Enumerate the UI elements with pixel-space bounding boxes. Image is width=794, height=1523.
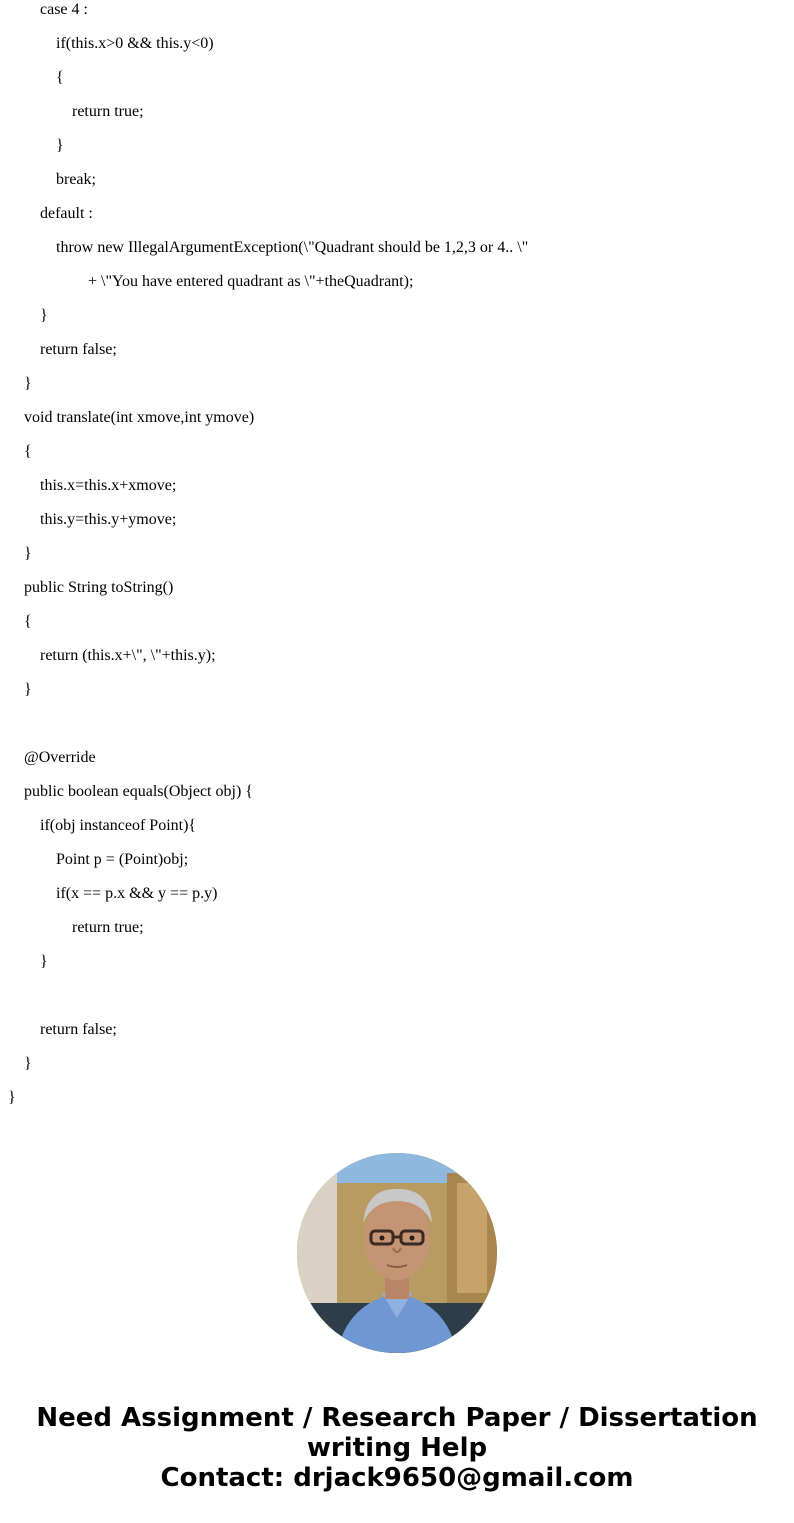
code-line: } <box>24 681 32 698</box>
code-line: return true; <box>72 919 144 936</box>
code-line: { <box>24 443 32 460</box>
code-line: if(x == p.x && y == p.y) <box>56 885 218 902</box>
code-line: default : <box>40 205 93 222</box>
code-line: return (this.x+\", \"+this.y); <box>40 647 216 664</box>
code-line: @Override <box>24 749 96 766</box>
contact-line-help: Need Assignment / Research Paper / Dissertation <box>36 1403 758 1433</box>
code-line: return true; <box>72 103 144 120</box>
code-line: if(this.x>0 && this.y<0) <box>56 35 214 52</box>
code-line: break; <box>56 171 96 188</box>
code-line: if(obj instanceof Point){ <box>40 817 197 834</box>
code-line: } <box>24 375 32 392</box>
code-line: public String toString() <box>24 579 174 596</box>
contact-banner <box>0 1403 794 1493</box>
contact-line-writing: writing Help <box>306 1433 488 1463</box>
code-line: + \"You have entered quadrant as \"+theQuadrant); <box>88 273 414 290</box>
code-line: throw new IllegalArgumentException(\"Quadrant should be 1,2,3 or 4.. \" <box>56 239 529 256</box>
code-line: } <box>40 953 48 970</box>
contact-line-email: Contact: drjack9650@gmail.com <box>160 1463 634 1493</box>
author-photo <box>297 1153 497 1353</box>
code-line: { <box>56 69 64 86</box>
code-line: case 4 : <box>40 1 88 18</box>
code-line: } <box>40 307 48 324</box>
code-line: { <box>24 613 32 630</box>
person-portrait-icon <box>297 1153 497 1353</box>
code-line: this.y=this.y+ymove; <box>40 511 177 528</box>
code-line: return false; <box>40 341 117 358</box>
code-line: } <box>24 1055 32 1072</box>
code-line: Point p = (Point)obj; <box>56 851 189 868</box>
code-line: this.x=this.x+xmove; <box>40 477 177 494</box>
code-line: void translate(int xmove,int ymove) <box>24 409 255 426</box>
code-line: } <box>56 137 64 154</box>
code-line: } <box>24 545 32 562</box>
code-line: return false; <box>40 1021 117 1038</box>
code-line: } <box>8 1089 16 1106</box>
code-line: public boolean equals(Object obj) { <box>24 783 253 800</box>
